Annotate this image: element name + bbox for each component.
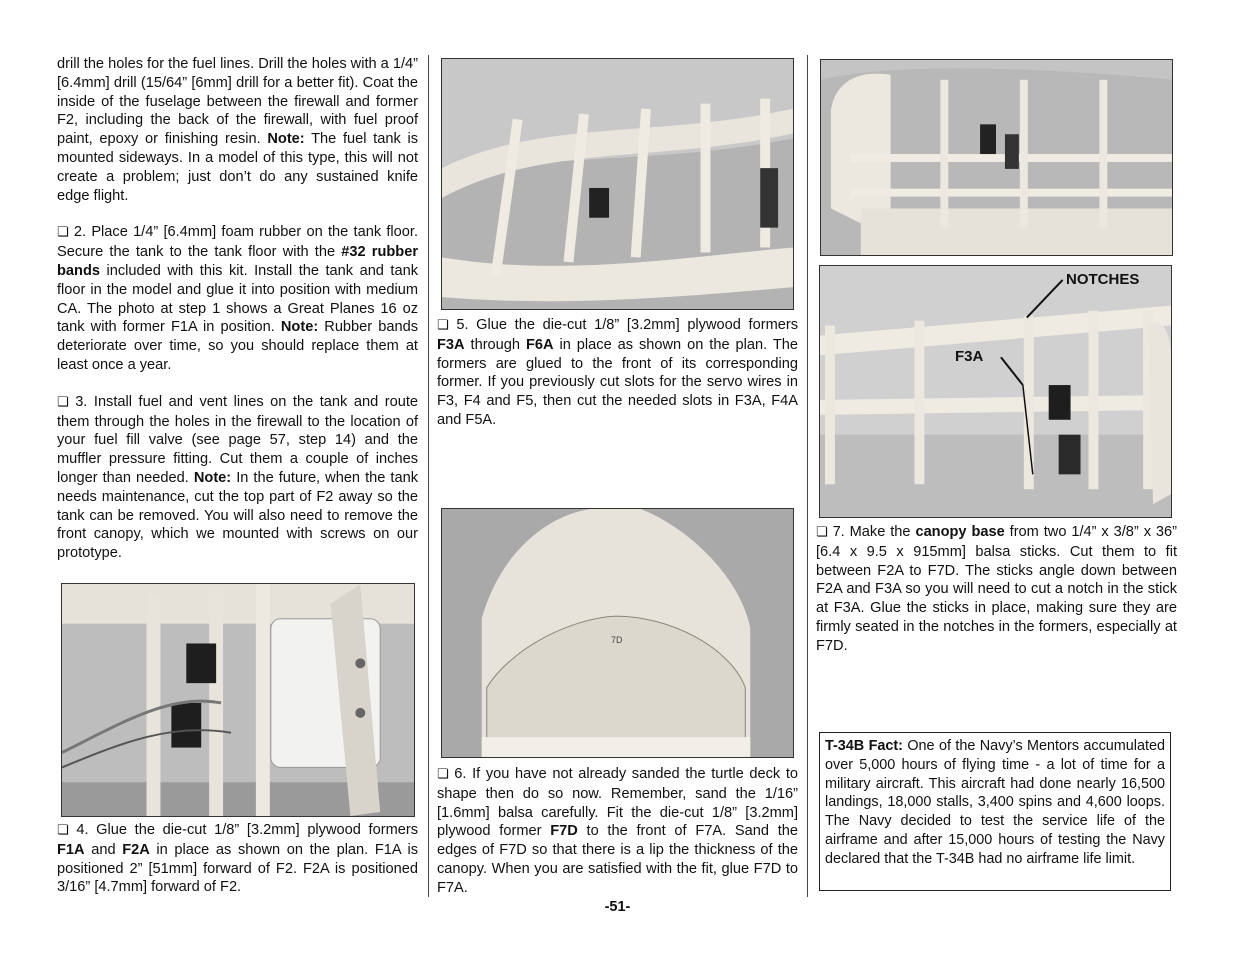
fuel-tank-photo-image <box>62 584 414 816</box>
formers-photo-image <box>442 59 793 309</box>
former-mark: 7D <box>611 634 623 645</box>
photo-formers-f3a-f6a <box>441 58 794 310</box>
canopy-base-photo-image <box>820 266 1171 517</box>
checkbox-icon[interactable]: ❏ <box>57 823 69 838</box>
column-1 <box>57 55 418 581</box>
step-5-caption: ❏ 5. Glue the die-cut 1/8” [3.2mm] plywood formers F3A through F6A in place as shown on the plan. The formers are glued to the front of its corresponding former. If you previously cut slots for the servo wires in F3, F4 and F5, then cut the needed slots in F3A, F4A and F5A. <box>437 317 798 428</box>
photo-canopy-base-notches <box>819 265 1172 518</box>
canopy-overview-photo-image <box>821 60 1172 255</box>
step-6-caption: ❏ 6. If you have not already sanded the turtle deck to shape then do so now. Remember, sand the 1/16” [1.6mm] balsa carefully. Fit the die-cut 1/8” [3.2mm] plywood former F7D to the front of F7A. Sand the edges of F7D so that there is a lip the thickness of the canopy. When you are satisfied with the fit, glue F7D to F7A. <box>437 766 798 896</box>
step-2: ❏ 2. Place 1/4” [6.4mm] foam rubber on the tank floor. Secure the tank to the tank floor with the #32 rubber bands included with this kit. Install the tank and tank floor in the model and glue it into position with medium CA. The photo at step 1 shows a Great Planes 16 oz tank with former F1A in position. Note: Rubber bands deteriorate over time, so you should replace them at least once a year. <box>57 224 418 373</box>
checkbox-icon[interactable]: ❏ <box>57 225 69 241</box>
notches-label: NOTCHES <box>1066 271 1140 288</box>
checkbox-icon[interactable]: ❏ <box>57 394 69 410</box>
paragraph-fuel-lines: drill the holes for the fuel lines. Drill the holes with a 1/4” [6.4mm] drill (15/64” [6mm] drill for a better fit). Coat the inside of the fuselage between the firewall and former F2, including the back of the firewall, with fuel proof paint, epoxy or finishing resin. Note: The fuel tank is mounted sideways. In a model of this type, this will not create a problem; just don’t do any sustained knife edge flight. <box>57 56 418 204</box>
column-divider-1 <box>428 55 429 897</box>
step-7-caption: ❏ 7. Make the canopy base from two 1/4” x 3/8” x 36” [6.4 x 9.5 x 915mm] balsa sticks. Cut them to fit between F2A to F7D. The sticks angle down between F2A and F3A so you will need to cut a notch in the stick at F3A. Glue the sticks in place, making sure they are firmly seated in the notches in the formers, especially at F7D. <box>816 524 1177 654</box>
step-4-caption: ❏ 4. Glue the die-cut 1/8” [3.2mm] plywood formers F1A and F2A in place as shown on the plan. F1A is positioned 2” [51mm] forward of F2. F2A is positioned 3/16” [4.7mm] forward of F2. <box>57 822 418 896</box>
photo-fuel-tank <box>61 583 415 817</box>
checkbox-icon[interactable]: ❏ <box>816 525 828 540</box>
photo-turtle-deck <box>441 508 794 758</box>
column-divider-2 <box>807 55 808 897</box>
page-number: -51- <box>604 899 631 915</box>
t34b-fact-box: T-34B Fact: One of the Navy’s Mentors accumulated over 5,000 hours of flying time - a lot of time for a military aircraft. This aircraft had done nearly 16,500 landings, 18,000 stalls, 3,400 spins and 4,600 loops. The Navy decided to test the service life of the airframe and after 15,000 hours of testing the Navy declared that the T-34B had no airframe life limit. <box>819 732 1171 891</box>
checkbox-icon[interactable]: ❏ <box>437 767 449 782</box>
step-3: ❏ 3. Install fuel and vent lines on the tank and route them through the holes in the firewall to the location of your fuel fill valve (see page 57, step 14) and the muffler pressure fitting. Cut them a couple of inches longer than needed. Note: In the future, when the tank needs maintenance, cut the top part of F2 away so the tank can be removed. You will also need to remove the front canopy, which we mounted with screws on our prototype. <box>57 393 419 562</box>
checkbox-icon[interactable]: ❏ <box>437 318 449 333</box>
f3a-label: F3A <box>955 348 984 365</box>
turtle-deck-photo-image <box>442 509 793 757</box>
photo-canopy-overview <box>820 59 1173 256</box>
